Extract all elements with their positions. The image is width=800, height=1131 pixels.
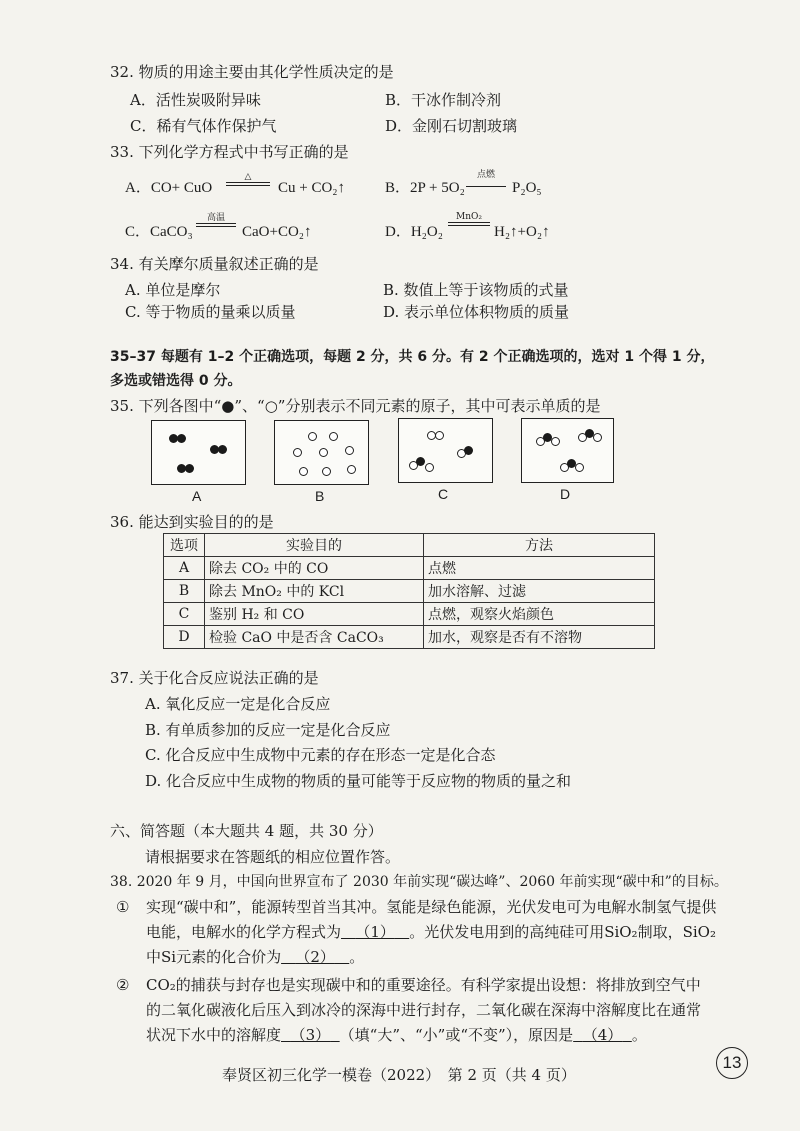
table-header: 选项	[164, 534, 205, 557]
reaction-condition-b	[466, 170, 506, 187]
reaction-condition-a	[226, 172, 270, 186]
q36-stem: 36. 能达到实验目的的是	[110, 513, 274, 531]
q32-option-c: C．稀有气体作保护气	[130, 117, 277, 135]
option-label: D．	[385, 224, 411, 240]
option-label: C．	[125, 224, 151, 240]
answer-blank-1	[341, 923, 409, 941]
white-atom	[308, 432, 317, 441]
table-cell: C	[164, 603, 205, 626]
diagram-box-b	[274, 420, 369, 485]
text-segment: 状况下水中的溶解度	[146, 1026, 282, 1044]
black-atom	[177, 434, 186, 443]
q33-products-b: P₂O₅	[512, 180, 542, 196]
q37-option-b: B. 有单质参加的反应一定是化合反应	[145, 721, 391, 739]
table-row	[164, 603, 655, 626]
q33-option-c	[125, 222, 193, 242]
table-cell: 检验 CaO 中是否含 CaCO₃	[205, 626, 424, 649]
section-instruction-line2: 多选或错选得 0 分。	[110, 373, 242, 389]
q38-stem: 38. 2020 年 9 月，中国向世界宣布了 2030 年前实现“碳达峰”、2060 年前实现“碳中和”的目标。	[110, 874, 728, 890]
white-atom	[329, 432, 338, 441]
black-atom	[218, 445, 227, 454]
condition-text: △	[244, 172, 252, 182]
white-atom	[299, 467, 308, 476]
diagram-box-d	[521, 418, 614, 483]
q35-stem: 35. 下列各图中“●”、“○”分别表示不同元素的原子，其中可表示单质的是	[110, 397, 601, 415]
answer-blank-4	[573, 1026, 632, 1044]
table-cell: 鉴别 H₂ 和 CO	[205, 603, 424, 626]
item-marker-2: ②	[116, 976, 130, 994]
text-segment: 中Si元素的化合价为	[146, 948, 282, 966]
text-segment: 。	[631, 1026, 647, 1044]
q37-stem: 37. 关于化合反应说法正确的是	[110, 669, 319, 687]
equals-sign	[196, 223, 236, 227]
blank-label: （3）	[290, 1026, 331, 1044]
diagram-label-c: C	[438, 486, 449, 502]
white-atom	[425, 463, 434, 472]
reaction-condition-c	[196, 213, 236, 227]
q34-option-b: B. 数值上等于该物质的式量	[383, 281, 569, 299]
section-instruction-line1: 35–37 每题有 1–2 个正确选项，每题 2 分，共 6 分。有 2 个正确选项的，选对 1 个得 1 分，	[110, 349, 715, 365]
black-atom	[185, 464, 194, 473]
table-header-row	[164, 534, 655, 557]
white-atom	[575, 463, 584, 472]
table-cell: 加水，观察是否有不溶物	[424, 626, 655, 649]
white-atom	[551, 437, 560, 446]
q38-part1-line1: 实现“碳中和”，能源转型首当其冲。氢能是绿色能源，光伏发电可为电解水制氢气提供	[146, 898, 717, 916]
q38-part2-line3	[146, 1025, 647, 1045]
table-row	[164, 626, 655, 649]
equation-reactants: H₂O₂	[410, 224, 443, 240]
q38-part2-line2: 的二氧化碳液化后压入到冰冷的深海中进行封存，二氧化碳在深海中溶解度比在通常	[146, 1001, 702, 1019]
q34-stem: 34. 有关摩尔质量叙述正确的是	[110, 255, 319, 273]
table-row	[164, 580, 655, 603]
q32-option-d: D．金刚石切割玻璃	[385, 117, 518, 135]
experiment-table	[163, 533, 655, 649]
table-cell: 加水溶解、过滤	[424, 580, 655, 603]
q37-option-c: C. 化合反应中生成物中元素的存在形态一定是化合态	[145, 746, 496, 764]
q38-part1-line3	[146, 947, 364, 967]
text-segment: （填“大”、“小”或“不变”），原因是	[339, 1026, 574, 1044]
q34-option-c: C. 等于物质的量乘以质量	[125, 303, 296, 321]
condition-text: 点燃	[476, 170, 495, 180]
white-atom	[345, 446, 354, 455]
diagram-label-d: D	[560, 486, 571, 502]
blank-label: （4）	[582, 1026, 623, 1044]
q33-option-d	[385, 222, 443, 242]
q33-products-d: H₂↑+O₂↑	[494, 224, 550, 240]
white-atom	[319, 448, 328, 457]
q32-stem: 32. 物质的用途主要由其化学性质决定的是	[110, 63, 394, 81]
black-atom	[416, 457, 425, 466]
diagram-label-b: B	[315, 488, 325, 504]
text-segment: 。光伏发电用到的高纯硅可用SiO₂制取，SiO₂	[409, 923, 716, 941]
page-footer: 奉贤区初三化学一模卷（2022） 第 2 页（共 4 页）	[222, 1066, 576, 1084]
table-cell: D	[164, 626, 205, 649]
q33-option-a	[125, 178, 212, 198]
table-cell: B	[164, 580, 205, 603]
q32-option-b: B．干冰作制冷剂	[385, 91, 502, 109]
table-header: 方法	[424, 534, 655, 557]
q37-option-d: D. 化合反应中生成物的物质的量可能等于反应物的物质的量之和	[145, 772, 572, 790]
section-note: 请根据要求在答题纸的相应位置作答。	[145, 848, 401, 866]
q38-part1-line2	[146, 922, 716, 942]
table-cell: 点燃，观察火焰颜色	[424, 603, 655, 626]
arrow-line	[466, 186, 506, 187]
table-cell: 除去 MnO₂ 中的 KCl	[205, 580, 424, 603]
equation-reactants: CaCO₃	[150, 224, 193, 240]
table-header: 实验目的	[205, 534, 424, 557]
condition-text: 高温	[206, 213, 225, 223]
option-label: A．	[125, 180, 151, 196]
white-atom	[293, 448, 302, 457]
text-segment: 。	[349, 948, 365, 966]
table-row	[164, 557, 655, 580]
white-atom	[593, 433, 602, 442]
section-title: 六、简答题（本大题共 4 题，共 30 分）	[110, 822, 383, 840]
page-number-circle: 13	[716, 1047, 748, 1079]
q33-option-b	[385, 178, 465, 198]
answer-blank-2	[281, 948, 349, 966]
white-atom	[435, 431, 444, 440]
q32-option-a: A．活性炭吸附异味	[130, 91, 261, 109]
black-atom	[464, 446, 473, 455]
diagram-box-a	[151, 420, 246, 485]
option-label: B．	[385, 180, 411, 196]
q34-option-d: D. 表示单位体积物质的质量	[383, 303, 570, 321]
q37-option-a: A. 氧化反应一定是化合反应	[145, 695, 331, 713]
equals-sign	[226, 182, 270, 186]
answer-blank-3	[281, 1026, 340, 1044]
white-atom	[347, 465, 356, 474]
q33-products-a: Cu + CO₂↑	[278, 180, 346, 196]
q33-products-c: CaO+CO₂↑	[242, 224, 312, 240]
diagram-box-c	[398, 418, 493, 483]
condition-text: MnO₂	[456, 212, 482, 222]
q34-option-a: A. 单位是摩尔	[125, 281, 221, 299]
equation-reactants: CO+ CuO	[150, 180, 213, 196]
item-marker-1: ①	[116, 898, 130, 916]
reaction-condition-d	[448, 212, 490, 226]
table-cell: 点燃	[424, 557, 655, 580]
q33-stem: 33. 下列化学方程式中书写正确的是	[110, 143, 349, 161]
white-atom	[322, 467, 331, 476]
equals-sign	[448, 222, 490, 226]
q38-part2-line1: CO₂的捕获与封存也是实现碳中和的重要途径。有科学家提出设想：将排放到空气中	[146, 976, 701, 994]
blank-label: （1）	[355, 923, 395, 941]
blank-label: （2）	[295, 948, 335, 966]
equation-reactants: 2P + 5O₂	[410, 180, 465, 196]
text-segment: 电能，电解水的化学方程式为	[146, 923, 342, 941]
diagram-label-a: A	[192, 488, 202, 504]
table-cell: 除去 CO₂ 中的 CO	[205, 557, 424, 580]
table-cell: A	[164, 557, 205, 580]
